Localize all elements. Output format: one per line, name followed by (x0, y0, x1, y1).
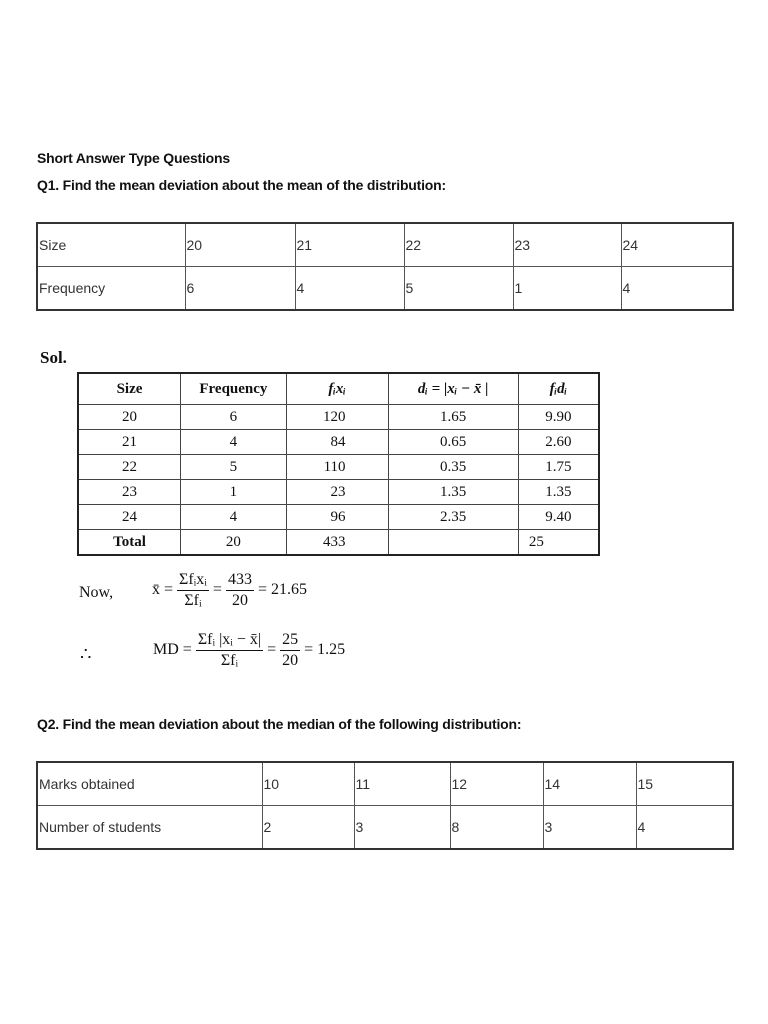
row-label: Number of students (37, 806, 262, 850)
md-result: = 1.25 (304, 641, 346, 659)
table-row (37, 806, 733, 850)
table-cell: 24 (78, 505, 181, 530)
section-title: Short Answer Type Questions (37, 150, 230, 166)
mean-formula (152, 571, 307, 610)
table-cell (388, 530, 518, 556)
table-cell: 120 (286, 405, 388, 430)
table-row (37, 223, 733, 267)
table-cell: 25 (518, 530, 599, 556)
table-cell: 11 (354, 762, 450, 806)
table-row (78, 455, 599, 480)
table-cell: 2.35 (388, 505, 518, 530)
fraction-numerator: 25 (280, 631, 300, 651)
column-header: Frequency (181, 373, 287, 405)
table-cell: 84 (286, 430, 388, 455)
mean-fraction-1 (177, 571, 209, 610)
table-cell: 0.65 (388, 430, 518, 455)
fraction-denominator: 20 (231, 592, 248, 609)
row-label: Marks obtained (37, 762, 262, 806)
table-cell: 14 (543, 762, 636, 806)
md-fraction-1 (196, 631, 263, 670)
table-cell: 15 (636, 762, 733, 806)
table-row (78, 505, 599, 530)
table-row (37, 762, 733, 806)
table-cell: 4 (621, 267, 733, 311)
table-cell: 20 (78, 405, 181, 430)
mean-fraction-2 (226, 571, 254, 610)
table-cell: 12 (450, 762, 543, 806)
fraction-denominator: Σfᵢ (220, 652, 239, 669)
table-cell: 23 (286, 480, 388, 505)
table-cell: 5 (404, 267, 513, 311)
column-header: fᵢxᵢ (286, 373, 388, 405)
table-cell: 1 (181, 480, 287, 505)
therefore-symbol: ∴ (80, 644, 92, 664)
table-row (37, 267, 733, 311)
table-cell: 24 (621, 223, 733, 267)
equals-sign: = (267, 641, 277, 659)
table-cell: 8 (450, 806, 543, 850)
table-cell: 1.75 (518, 455, 599, 480)
q2-table (36, 761, 734, 850)
table-cell: 10 (262, 762, 354, 806)
table-cell: 20 (185, 223, 295, 267)
table-cell: 22 (78, 455, 181, 480)
row-label: Size (37, 223, 185, 267)
table-cell: 0.35 (388, 455, 518, 480)
table-cell: 22 (404, 223, 513, 267)
question-2-text: Q2. Find the mean deviation about the median of the following distribution: (37, 716, 522, 732)
table-cell: 2 (262, 806, 354, 850)
now-label: Now, (79, 584, 114, 601)
table-cell: 4 (181, 430, 287, 455)
table-cell: 1 (513, 267, 621, 311)
table-cell: 6 (181, 405, 287, 430)
table-cell: 5 (181, 455, 287, 480)
table-cell: 21 (78, 430, 181, 455)
equals-sign: = (212, 581, 222, 599)
table-cell: 433 (286, 530, 388, 556)
table-cell: 9.40 (518, 505, 599, 530)
table-row (78, 405, 599, 430)
mean-lhs: x̄ = (152, 581, 174, 599)
column-header: fᵢdᵢ (518, 373, 599, 405)
table-cell: 1.35 (518, 480, 599, 505)
table-cell: 9.90 (518, 405, 599, 430)
table-cell: 23 (78, 480, 181, 505)
column-header: Size (78, 373, 181, 405)
md-fraction-2 (280, 631, 300, 670)
table-cell: 4 (636, 806, 733, 850)
table-cell: 1.65 (388, 405, 518, 430)
table-header-row (78, 373, 599, 405)
table-cell: 23 (513, 223, 621, 267)
md-formula (153, 631, 345, 670)
table-cell: 1.35 (388, 480, 518, 505)
mean-result: = 21.65 (257, 581, 307, 599)
q1-table (36, 222, 734, 311)
table-total-row (78, 530, 599, 556)
fraction-denominator: Σfᵢ (184, 592, 202, 609)
table-cell: 21 (295, 223, 404, 267)
table-cell: 2.60 (518, 430, 599, 455)
fraction-numerator: 433 (226, 571, 254, 591)
md-lhs: MD = (153, 641, 192, 659)
fraction-denominator: 20 (282, 652, 299, 669)
solution-label: Sol. (40, 348, 67, 367)
row-label: Frequency (37, 267, 185, 311)
fraction-numerator: Σfᵢxᵢ (177, 571, 209, 591)
column-header: dᵢ = |xᵢ − x̄ | (388, 373, 518, 405)
total-label: Total (78, 530, 181, 556)
table-cell: 3 (354, 806, 450, 850)
table-row (78, 430, 599, 455)
table-cell: 4 (295, 267, 404, 311)
solution-table (77, 372, 600, 556)
table-cell: 96 (286, 505, 388, 530)
table-cell: 4 (181, 505, 287, 530)
table-cell: 20 (181, 530, 287, 556)
question-1-text: Q1. Find the mean deviation about the mean of the distribution: (37, 177, 446, 193)
table-cell: 6 (185, 267, 295, 311)
table-row (78, 480, 599, 505)
fraction-numerator: Σfᵢ |xᵢ − x̄| (196, 631, 263, 651)
table-cell: 110 (286, 455, 388, 480)
table-cell: 3 (543, 806, 636, 850)
